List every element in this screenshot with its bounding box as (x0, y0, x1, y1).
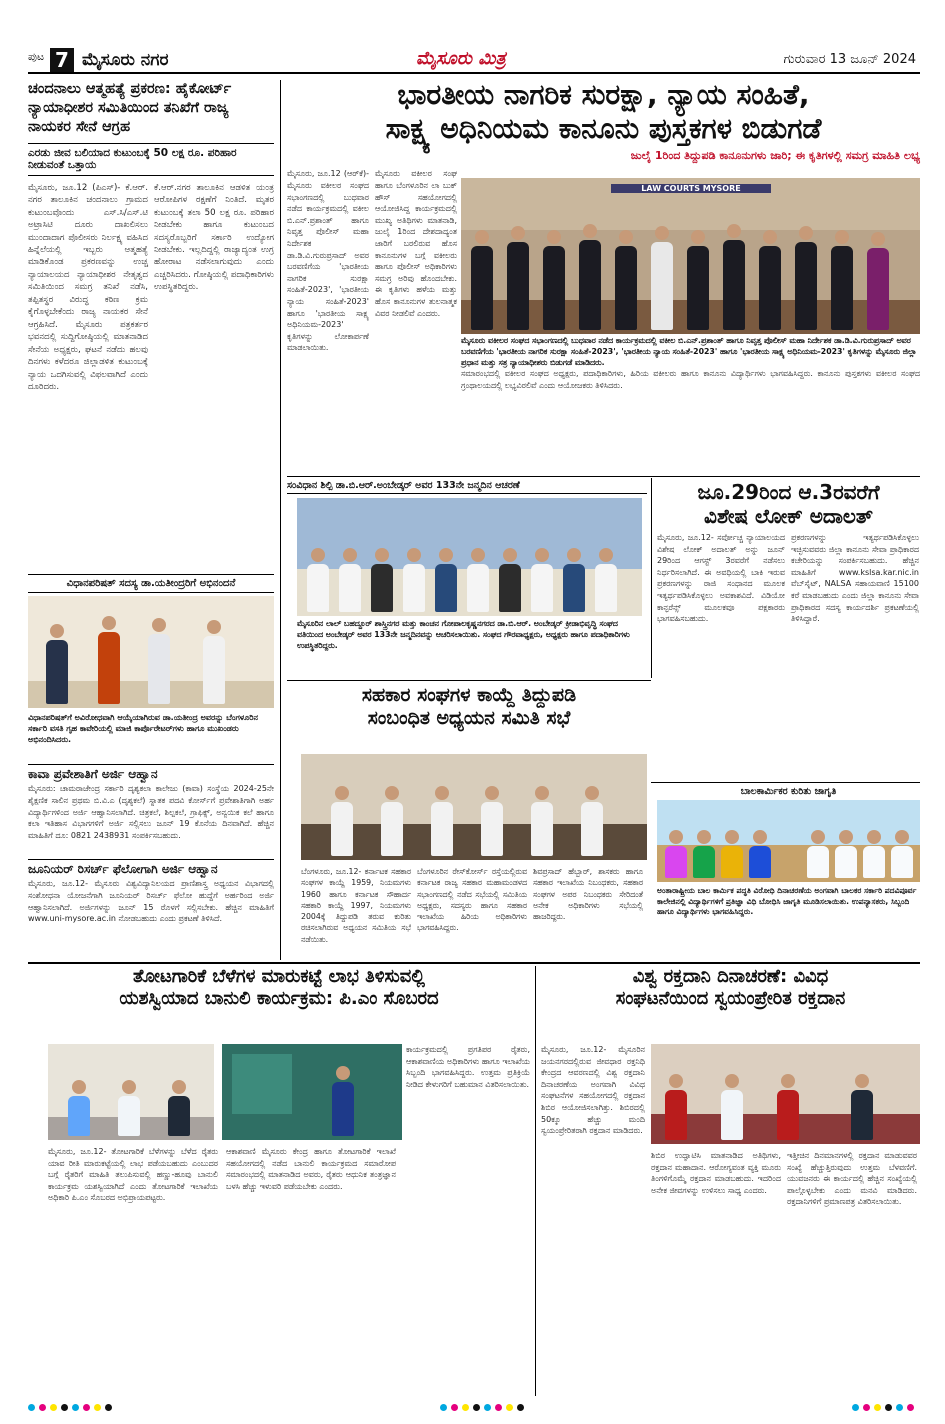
story-body: ಮೈಸೂರು, ಜೂ.12- ತೋಟಗಾರಿಕೆ ಬೆಳೆಗಳನ್ನು ಬೆಳೆದ ರೈತರು ಯಾವ ರೀತಿ ಮಾರುಕಟ್ಟೆಯಲ್ಲಿ ಲಾಭ ಪಡೆಯಬಹುದು ಎಂಬುದರ ಬಗ್ಗೆ ರೈತರಿಗೆ ಮಾಹಿತಿ ತಲುಪಿಸುವಲ್ಲಿ ಹಣ್ಣು-ಹೂವು ಬಾನುಲಿ ಕಾರ್ಯಕ್ರಮ ಯಶಸ್ವಿಯಾಗಿದೆ ಎಂದು ತೋಟಗಾರಿಕೆ ಇಲಾಖೆಯ ಅಧಿಕಾರಿ ಪಿ.ಎಂ ಸೊಬರದ ಅಭಿಪ್ರಾಯಪಟ್ಟರು. (48, 1147, 218, 1203)
story-body: ಮೈಸೂರು, ಜೂ.12 (ಪಿಎಸ್)- ಕೆ.ಆರ್. ನಗರ ತಾಲೂಕಿನ ಚಂದನಾಲು ಗ್ರಾಮದ ಕುಟುಂಬವೊಂದು ಎಸ್.ಸಿ/ಎಸ್.ಟಿ ಅಟ್ರಾಸಿಟಿ ದೂರು ದಾಖಲಿಸಲು ಮುಂದಾದಾಗ ಪೊಲೀಸರು ನಿರ್ಲಕ್ಷ್ಯ ವಹಿಸಿದ ಹಿನ್ನೆಲೆಯಲ್ಲಿ ಇಬ್ಬರು ಆತ್ಮಹತ್ಯೆ ಮಾಡಿಕೊಂಡ ಪ್ರಕರಣವನ್ನು ಉಚ್ಚ ನ್ಯಾಯಾಲಯದ ನ್ಯಾಯಾಧೀಶರ ನೇತೃತ್ವದ ಸಮಿತಿಯಿಂದ ಸಮಗ್ರ ತನಿಖೆ ನಡೆಸಿ, ತಪ್ಪಿತಸ್ಥರ ವಿರುದ್ಧ ಕಠಿಣ ಕ್ರಮ ಕೈಗೊಳ್ಳಬೇಕೆಂದು ರಾಜ್ಯ ನಾಯಕರ ಸೇನೆ ಆಗ್ರಹಿಸಿದೆ. ಮೈಸೂರು ಪತ್ರಕರ್ತರ ಭವನದಲ್ಲಿ ಸುದ್ದಿಗೋಷ್ಠಿಯಲ್ಲಿ ಮಾತನಾಡಿದ ಸೇನೆಯ ಅಧ್ಯಕ್ಷರು, ಘಟನೆ ನಡೆದು ಹಲವು ದಿನಗಳು ಕಳೆದರೂ ಜಿಲ್ಲಾಡಳಿತ ಕುಟುಂಬಕ್ಕೆ ನ್ಯಾಯ ಒದಗಿಸುವಲ್ಲಿ ವಿಫಲವಾಗಿದೆ ಎಂದು ದೂರಿದರು. (28, 182, 148, 392)
story-headline: ಚಂದನಾಲು ಆತ್ಮಹತ್ಯೆ ಪ್ರಕರಣ: ಹೈಕೋರ್ಟ್ ನ್ಯಾಯಾಧೀಶರ ಸಮಿತಿಯಿಂದ ತನಿಖೆಗೆ ರಾಜ್ಯ ನಾಯಕರ ಸೇನೆ ಆಗ್ರಹ (28, 81, 232, 135)
registration-dots-center (440, 1404, 524, 1411)
story-kava (28, 767, 274, 859)
news-photo (651, 1044, 920, 1144)
story-headline-line1: ವಿಶ್ವ ರಕ್ತದಾನಿ ದಿನಾಚರಣೆ: ವಿವಿಧ (632, 966, 829, 987)
story-body: ಮೈಸೂರು ವಕೀಲರ ಸಂಘ ಹಾಗೂ ಬೆಂಗಳೂರಿನ ಲಾ ಬುಕ್ ಹೌಸ್ ಸಹಯೋಗದಲ್ಲಿ ಆಯೋಜಿಸಿದ್ದ ಕಾರ್ಯಕ್ರಮದಲ್ಲಿ ಮುಖ್ಯ ಅತಿಥಿಗಳು ಮಾತನಾಡಿ, ಜುಲೈ 1ರಿಂದ ದೇಶದಾದ್ಯಂತ ಜಾರಿಗೆ ಬರಲಿರುವ ಹೊಸ ಕಾನೂನುಗಳ ಬಗ್ಗೆ ವಕೀಲರು ಹಾಗೂ ಪೊಲೀಸ್ ಅಧಿಕಾರಿಗಳು ಸಮಗ್ರ ಅರಿವು ಹೊಂದಬೇಕು. ಈ ಕೃತಿಗಳು ಹಳೆಯ ಮತ್ತು ಹೊಸ ಕಾನೂನುಗಳ ತುಲನಾತ್ಮಕ ವಿವರ ನೀಡಲಿವೆ ಎಂದರು. (375, 169, 457, 318)
story-chandanalu (28, 80, 274, 580)
photo-banner: LAW COURTS MYSORE (611, 184, 771, 193)
story-body: ಮೈಸೂರು, ಜೂ.12- ಮೈಸೂರಿನ ಜಯನಗರದಲ್ಲಿರುವ ಜೀವಧಾರ ರಕ್ತನಿಧಿ ಕೇಂದ್ರದ ಆವರಣದಲ್ಲಿ ವಿಶ್ವ ರಕ್ತದಾನಿ ದಿನಾಚರಣೆಯ ಅಂಗವಾಗಿ ವಿವಿಧ ಸಂಘಟನೆಗಳ ಸಹಯೋಗದಲ್ಲಿ ರಕ್ತದಾನ ಶಿಬಿರ ಆಯೋಜಿಸಲಾಗಿತ್ತು. ಶಿಬಿರದಲ್ಲಿ 50ಕ್ಕೂ ಹೆಚ್ಚು ಮಂದಿ ಸ್ವಯಂಪ್ರೇರಿತರಾಗಿ ರಕ್ತದಾನ ಮಾಡಿದರು. (541, 1045, 645, 1136)
story-headline-line1: ತೋಟಗಾರಿಕೆ ಬೆಳೆಗಳ ಮಾರುಕಟ್ಟೆ ಲಾಭ ತಿಳಿಸುವಲ್ಲಿ (133, 966, 425, 987)
story-body: ಮೈಸೂರು: ಚಾಮರಾಜೇಂದ್ರ ಸರ್ಕಾರಿ ದೃಶ್ಯಕಲಾ ಕಾಲೇಜು (ಕಾವಾ) ಸಂಸ್ಥೆಯ 2024-25ನೇ ಶೈಕ್ಷಣಿಕ ಸಾಲಿನ ಪ್ರಥಮ ಬಿ.ವಿ.ಎ (ದೃಶ್ಯಕಲೆ) ಸ್ನಾತಕ ಪದವಿ ಕೋರ್ಸ್‌ಗೆ ಪ್ರವೇಶಾತಿಗಾಗಿ ಅರ್ಹ ವಿದ್ಯಾರ್ಥಿಗಳಿಂದ ಅರ್ಜಿ ಆಹ್ವಾನಿಸಲಾಗಿದೆ. ಚಿತ್ರಕಲೆ, ಶಿಲ್ಪಕಲೆ, ಗ್ರಾಫಿಕ್ಸ್, ಅನ್ವಯಿಕ ಕಲೆ ಹಾಗೂ ಕಲಾ ಇತಿಹಾಸ ವಿಭಾಗಗಳಿಗೆ ಅರ್ಜಿ ಸಲ್ಲಿಸಲು ಜೂನ್ 19 ಕೊನೆಯ ದಿನವಾಗಿದೆ. ಹೆಚ್ಚಿನ ಮಾಹಿತಿಗೆ ದೂ: 0821 2438931 ಸಂಪರ್ಕಿಸಬಹುದು. (28, 784, 274, 840)
story-headline: ವಿಧಾನಪರಿಷತ್ ಸದಸ್ಯ ಡಾ.ಯತೀಂದ್ರರಿಗೆ ಅಭಿನಂದನೆ (28, 578, 274, 593)
page-label: ಪುಟ (28, 50, 45, 63)
issue-date: ಗುರುವಾರ 13 ಜೂನ್ 2024 (783, 52, 916, 67)
story-body: ಶಿಬಿರ ಉದ್ಘಾಟಿಸಿ ಮಾತನಾಡಿದ ಅತಿಥಿಗಳು, ರಕ್ತದಾನ ಮಹಾದಾನ. ಆರೋಗ್ಯವಂತ ವ್ಯಕ್ತಿ ಮೂರು ತಿಂಗಳಿಗೊಮ್ಮೆ ರಕ್ತದಾನ ಮಾಡಬಹುದು. ಇದರಿಂದ ಅನೇಕ ಜೀವಗಳನ್ನು ಉಳಿಸಲು ಸಾಧ್ಯ ಎಂದರು. (651, 1151, 781, 1195)
story-raktadana (541, 966, 920, 1396)
story-body: ಸಮಾರಂಭದಲ್ಲಿ ವಕೀಲರ ಸಂಘದ ಅಧ್ಯಕ್ಷರು, ಪದಾಧಿಕಾರಿಗಳು, ಹಿರಿಯ ವಕೀಲರು ಹಾಗೂ ಕಾನೂನು ವಿದ್ಯಾರ್ಥಿಗಳು ಭಾಗವಹಿಸಿದ್ದರು. ಕಾನೂನು ಪುಸ್ತಕಗಳು ವಕೀಲರ ಸಂಘದ ಗ್ರಂಥಾಲಯದಲ್ಲಿ ಲಭ್ಯವಿರಲಿವೆ ಎಂದು ಆಯೋಜಕರು ತಿಳಿಸಿದರು. (461, 369, 920, 390)
photo-caption: ಮೈಸೂರಿನ ಲಾಲ್ ಬಹದ್ದೂರ್ ಶಾಸ್ತ್ರಿನಗರ ಮತ್ತು ಕಾಂಚನ ಗೋಪಾಲಕೃಷ್ಣನಗರದ ಡಾ.ಬಿ.ಆರ್. ಅಂಬೇಡ್ಕರ್ ಕ್ರೀಡಾಭಿವೃದ್ಧಿ ಸಂಘದ ವತಿಯಿಂದ ಅಂಬೇಡ್ಕರ್ ಅವರ 133ನೇ ಜನ್ಮದಿನವನ್ನು ಆಚರಿಸಲಾಯಿತು. ಸಂಘದ ಗೌರವಾಧ್ಯಕ್ಷರು, ಅಧ್ಯಕ್ಷರು ಹಾಗೂ ಪದಾಧಿಕಾರಿಗಳು ಉಪಸ್ಥಿತರಿದ್ದರು. (297, 619, 630, 650)
lead-subheadline: ಜುಲೈ 1ರಿಂದ ತಿದ್ದುಪಡಿ ಕಾನೂನುಗಳು ಜಾರಿ; ಈ ಕೃತಿಗಳಲ್ಲಿ ಸಮಗ್ರ ಮಾಹಿತಿ ಲಭ್ಯ (630, 149, 920, 163)
news-photo (301, 754, 647, 860)
story-lok-adalat (657, 480, 920, 780)
story-body: ಮೈಸೂರು, ಜೂ.12- ಸರ್ವೋಚ್ಚ ನ್ಯಾಯಾಲಯದ ವಿಶೇಷ ಲೋಕ್ ಅದಾಲತ್ ಅನ್ನು ಜೂನ್ 29ರಿಂದ ಆಗಸ್ಟ್ 3ರವರೆಗೆ ನಡೆಸಲು ನಿರ್ಧರಿಸಲಾಗಿದೆ. ಈ ಅವಧಿಯಲ್ಲಿ ಬಾಕಿ ಇರುವ ಪ್ರಕರಣಗಳನ್ನು ರಾಜಿ ಸಂಧಾನದ ಮೂಲಕ ಇತ್ಯರ್ಥಪಡಿಸಿಕೊಳ್ಳಲು ಅವಕಾಶವಿದೆ. ವಿಡಿಯೋ ಕಾನ್ಫರೆನ್ಸ್ ಮೂಲಕವೂ ಪಕ್ಷಕಾರರು ಭಾಗವಹಿಸಬಹುದು. (657, 533, 785, 624)
story-sahakara (287, 684, 651, 954)
news-photo (297, 498, 642, 616)
story-headline: ಸಂವಿಧಾನ ಶಿಲ್ಪಿ ಡಾ.ಬಿ.ಆರ್.ಅಂಬೇಡ್ಕರ್ ಅವರ 133ನೇ ಜನ್ಮದಿನ ಆಚರಣೆ (287, 478, 647, 494)
story-body: ಆಕಾಶವಾಣಿ ಮೈಸೂರು ಕೇಂದ್ರ ಹಾಗೂ ತೋಟಗಾರಿಕೆ ಇಲಾಖೆ ಸಹಯೋಗದಲ್ಲಿ ನಡೆದ ಬಾನುಲಿ ಕಾರ್ಯಕ್ರಮದ ಸಮಾರೋಪ ಸಮಾರಂಭದಲ್ಲಿ ಮಾತನಾಡಿದ ಅವರು, ರೈತರು ಆಧುನಿಕ ತಂತ್ರಜ್ಞಾನ ಬಳಸಿ ಹೆಚ್ಚು ಇಳುವರಿ ಪಡೆಯಬೇಕು ಎಂದರು. (226, 1147, 396, 1191)
story-body: ಮೈಸೂರು, ಜೂ.12 (ಆರ್‌ಕೆ)- ಮೈಸೂರು ವಕೀಲರ ಸಂಘದ ಸಭಾಂಗಣದಲ್ಲಿ ಬುಧವಾರ ನಡೆದ ಕಾರ್ಯಕ್ರಮದಲ್ಲಿ ವಕೀಲ ಬಿ.ಎನ್.ಪ್ರಶಾಂತ್ ಹಾಗೂ ನಿವೃತ್ತ ಪೊಲೀಸ್ ಮಹಾ ನಿರ್ದೇಶಕ ಡಾ.ಡಿ.ವಿ.ಗುರುಪ್ರಸಾದ್ ಅವರ ಬರವಣಿಗೆಯ 'ಭಾರತೀಯ ನಾಗರಿಕ ಸುರಕ್ಷಾ ಸಂಹಿತೆ-2023', 'ಭಾರತೀಯ ನ್ಯಾಯ ಸಂಹಿತೆ-2023' ಹಾಗೂ 'ಭಾರತೀಯ ಸಾಕ್ಷ್ಯ ಅಧಿನಿಯಮ-2023' ಕೃತಿಗಳನ್ನು ಲೋಕಾರ್ಪಣೆ ಮಾಡಲಾಯಿತು. (287, 169, 369, 353)
story-headline-line2: ವಿಶೇಷ ಲೋಕ್ ಅದಾಲತ್ (704, 504, 873, 528)
photo-caption: ಅಂತಾರಾಷ್ಟ್ರೀಯ ಬಾಲ ಕಾರ್ಮಿಕ ಪದ್ಧತಿ ವಿರೋಧಿ ದಿನಾಚರಣೆಯ ಅಂಗವಾಗಿ ಬಾಲಕರ ಸರ್ಕಾರಿ ಪದವಿಪೂರ್ವ ಕಾಲೇಜಿನಲ್ಲಿ ವಿದ್ಯಾರ್ಥಿಗಳಿಗೆ ಪ್ರತಿಜ್ಞಾ ವಿಧಿ ಬೋಧಿಸಿ ಜಾಗೃತಿ ಮೂಡಿಸಲಾಯಿತು. ಉಪನ್ಯಾಸಕರು, ಸಿಬ್ಬಂದಿ ಹಾಗೂ ವಿದ್ಯಾರ್ಥಿಗಳು ಭಾಗವಹಿಸಿದ್ದರು. (657, 886, 917, 917)
registration-dots-right (852, 1404, 914, 1411)
news-photo (222, 1044, 402, 1140)
story-headline-line2: ಯಶಸ್ವಿಯಾದ ಬಾನುಲಿ ಕಾರ್ಯಕ್ರಮ: ಪಿ.ಎಂ ಸೊಬರದ (119, 987, 439, 1009)
photo-caption: ವಿಧಾನಪರಿಷತ್‌ಗೆ ಅವಿರೋಧವಾಗಿ ಆಯ್ಕೆಯಾಗಿರುವ ಡಾ.ಯತೀಂದ್ರ ಅವರನ್ನು ಬೆಂಗಳೂರಿನ ಸರ್ಕಾರಿ ವಸತಿ ಗೃಹ ಕಾವೇರಿಯಲ್ಲಿ ಮಾಜಿ ಕಾರ್ಪೊರೇಟರ್‌ಗಳು ಹಾಗೂ ಮುಖಂಡರು ಅಭಿನಂದಿಸಿದರು. (28, 713, 258, 745)
lead-headline-line2: ಸಾಕ್ಷ್ಯ ಅಧಿನಿಯಮ ಕಾನೂನು ಪುಸ್ತಕಗಳ ಬಿಡುಗಡೆ (385, 111, 822, 145)
story-body: ಬೆಂಗಳೂರಿನ ರೇಸ್‌ಕೋರ್ಸ್ ರಸ್ತೆಯಲ್ಲಿರುವ ಕರ್ನಾಟಕ ರಾಜ್ಯ ಸಹಕಾರ ಮಹಾಮಂಡಳದ ಸಭಾಂಗಣದಲ್ಲಿ ನಡೆದ ಸಭೆಯಲ್ಲಿ ಸಮಿತಿಯ ಅಧ್ಯಕ್ಷರು, ಸದಸ್ಯರು ಹಾಗೂ ಸಹಕಾರ ಇಲಾಖೆಯ ಹಿರಿಯ ಅಧಿಕಾರಿಗಳು ಭಾಗವಹಿಸಿದ್ದರು. (417, 867, 527, 933)
page-header (28, 48, 920, 74)
story-yathindra (28, 578, 274, 764)
news-photo (48, 1044, 214, 1140)
story-subheadline: ಎರಡು ಜೀವ ಬಲಿಯಾದ ಕುಟುಂಬಕ್ಕೆ 50 ಲಕ್ಷ ರೂ. ಪರಿಹಾರ ನೀಡುವಂತೆ ಒತ್ತಾಯ (28, 143, 274, 176)
story-body: ಪ್ರಕರಣಗಳನ್ನು ಇತ್ಯರ್ಥಪಡಿಸಿಕೊಳ್ಳಲು ಇಚ್ಛಿಸುವವರು ಜಿಲ್ಲಾ ಕಾನೂನು ಸೇವಾ ಪ್ರಾಧಿಕಾರದ ಕಚೇರಿಯನ್ನು ಸಂಪರ್ಕಿಸಬಹುದು. ಹೆಚ್ಚಿನ ಮಾಹಿತಿಗೆ www.kslsa.kar.nic.in ವೆಬ್‌ಸೈಟ್, NALSA ಸಹಾಯವಾಣಿ 15100 ಕರೆ ಮಾಡಬಹುದು ಎಂದು ಜಿಲ್ಲಾ ಕಾನೂನು ಸೇವಾ ಪ್ರಾಧಿಕಾರದ ಸದಸ್ಯ ಕಾರ್ಯದರ್ಶಿ ಪ್ರಕಟಣೆಯಲ್ಲಿ ತಿಳಿಸಿದ್ದಾರೆ. (791, 533, 919, 624)
newspaper-masthead: ಮೈಸೂರು ಮಿತ್ರ (416, 48, 506, 69)
page-number: 7 (50, 48, 74, 72)
story-body: ಮೈಸೂರು, ಜೂ.12- ಮೈಸೂರು ವಿಶ್ವವಿದ್ಯಾನಿಲಯದ ಪ್ರಾಣಿಶಾಸ್ತ್ರ ಅಧ್ಯಯನ ವಿಭಾಗದಲ್ಲಿ ಸಂಶೋಧನಾ ಯೋಜನೆಗಾಗಿ ಜೂನಿಯರ್ ರಿಸರ್ಚ್ ಫೆಲೋ ಹುದ್ದೆಗೆ ಅರ್ಹರಿಂದ ಅರ್ಜಿ ಆಹ್ವಾನಿಸಲಾಗಿದೆ. ಅರ್ಜಿಗಳನ್ನು ಜೂನ್ 15 ರೊಳಗೆ ಸಲ್ಲಿಸಬೇಕು. ಹೆಚ್ಚಿನ ಮಾಹಿತಿಗೆ www.uni-mysore.ac.in ನೋಡಬಹುದು ಎಂದು ಪ್ರಕಟಣೆ ತಿಳಿಸಿದೆ. (28, 879, 274, 924)
story-headline-line2: ಸಂಬಂಧಿತ ಅಧ್ಯಯನ ಸಮಿತಿ ಸಭೆ (367, 706, 571, 729)
story-headline-line2: ಸಂಘಟನೆಯಿಂದ ಸ್ವಯಂಪ್ರೇರಿತ ರಕ್ತದಾನ (615, 987, 846, 1009)
story-headline: ಬಾಲಕಾರ್ಮಿಕರ ಕುರಿತು ಜಾಗೃತಿ (740, 786, 837, 797)
section-title: ಮೈಸೂರು ನಗರ (82, 50, 169, 70)
story-ambedkar (287, 478, 647, 678)
story-body: ಕಾರ್ಯಕ್ರಮದಲ್ಲಿ ಪ್ರಗತಿಪರ ರೈತರು, ಆಕಾಶವಾಣಿಯ ಅಧಿಕಾರಿಗಳು ಹಾಗೂ ಇಲಾಖೆಯ ಸಿಬ್ಬಂದಿ ಭಾಗವಹಿಸಿದ್ದರು. ಉತ್ತಮ ಪ್ರತಿಕ್ರಿಯೆ ನೀಡಿದ ಕೇಳುಗರಿಗೆ ಬಹುಮಾನ ವಿತರಿಸಲಾಯಿತು. (406, 1045, 530, 1089)
story-body: ಶಿವಪ್ರಸಾದ್ ಹೆಬ್ಬಾರ್, ಶಾಸಕರು ಹಾಗೂ ಸಹಕಾರ ಇಲಾಖೆಯ ನಿಬಂಧಕರು, ಸಹಕಾರ ಸಂಘಗಳ ಅಪರ ನಿಬಂಧಕರು ಸೇರಿದಂತೆ ಅನೇಕ ಅಧಿಕಾರಿಗಳು ಸಭೆಯಲ್ಲಿ ಹಾಜರಿದ್ದರು. (533, 867, 643, 922)
registration-dots-left (28, 1404, 112, 1411)
story-headline-line1: ಜೂ.29ರಿಂದ ಆ.3ರವರೆಗೆ (697, 480, 880, 504)
story-body: ಬೆಂಗಳೂರು, ಜೂ.12- ಕರ್ನಾಟಕ ಸಹಕಾರ ಸಂಘಗಳ ಕಾಯ್ದೆ 1959, ನಿಯಮಗಳು 1960 ಹಾಗೂ ಕರ್ನಾಟಕ ಸೌಹಾರ್ದ ಸಹಕಾರಿ ಕಾಯ್ದೆ 1997, ನಿಯಮಗಳು 2004ಕ್ಕೆ ತಿದ್ದುಪಡಿ ತರುವ ಕುರಿತು ರಚಿಸಲಾಗಿರುವ ಅಧ್ಯಯನ ಸಮಿತಿಯ ಸಭೆ ನಡೆಯಿತು. (301, 867, 411, 944)
story-thotagarike (28, 966, 530, 1396)
story-body: ಇತ್ತೀಚಿನ ದಿನಮಾನಗಳಲ್ಲಿ ರಕ್ತದಾನ ಮಾಡುವವರ ಸಂಖ್ಯೆ ಹೆಚ್ಚುತ್ತಿರುವುದು ಉತ್ತಮ ಬೆಳವಣಿಗೆ. ಯುವಜನರು ಈ ಕಾರ್ಯದಲ್ಲಿ ಹೆಚ್ಚಿನ ಸಂಖ್ಯೆಯಲ್ಲಿ ಪಾಲ್ಗೊಳ್ಳಬೇಕು ಎಂದು ಮನವಿ ಮಾಡಿದರು. ರಕ್ತದಾನಿಗಳಿಗೆ ಪ್ರಮಾಣಪತ್ರ ವಿತರಿಸಲಾಯಿತು. (787, 1151, 917, 1207)
story-headline: ಜೂನಿಯರ್ ರಿಸರ್ಚ್ ಫೆಲೋಗಾಗಿ ಅರ್ಜಿ ಆಹ್ವಾನ (28, 862, 218, 876)
news-photo (28, 596, 274, 708)
story-headline: ಕಾವಾ ಪ್ರವೇಶಾತಿಗೆ ಅರ್ಜಿ ಆಹ್ವಾನ (28, 767, 158, 781)
story-jrf (28, 862, 274, 962)
lead-headline-line1: ಭಾರತೀಯ ನಾಗರಿಕ ಸುರಕ್ಷಾ, ನ್ಯಾಯ ಸಂಹಿತೆ, (397, 78, 810, 111)
lead-photo (461, 178, 920, 334)
lead-photo-caption: ಮೈಸೂರು ವಕೀಲರ ಸಂಘದ ಸಭಾಂಗಣದಲ್ಲಿ ಬುಧವಾರ ನಡೆದ ಕಾರ್ಯಕ್ರಮದಲ್ಲಿ ವಕೀಲ ಬಿ.ಎನ್.ಪ್ರಶಾಂತ್ ಹಾಗೂ ನಿವೃತ್ತ ಪೊಲೀಸ್ ಮಹಾ ನಿರ್ದೇಶಕ ಡಾ.ಡಿ.ವಿ.ಗುರುಪ್ರಸಾದ್ ಅವರ ಬರವಣಿಗೆಯ 'ಭಾರತೀಯ ನಾಗರಿಕ ಸುರಕ್ಷಾ ಸಂಹಿತೆ-2023', 'ಭಾರತೀಯ ನ್ಯಾಯ ಸಂಹಿತೆ-2023' ಹಾಗೂ 'ಭಾರತೀಯ ಸಾಕ್ಷ್ಯ ಅಧಿನಿಯಮ-2023' ಕೃತಿಗಳನ್ನು ಮೈಸೂರು ಜಿಲ್ಲಾ ಪ್ರಧಾನ ಮತ್ತು ಸತ್ರ ನ್ಯಾಯಾಧೀಶರು ಬಿಡುಗಡೆ ಮಾಡಿದರು. (461, 336, 917, 367)
news-photo (657, 800, 920, 882)
story-balakarmika (657, 786, 920, 954)
story-headline-line1: ಸಹಕಾರ ಸಂಘಗಳ ಕಾಯ್ದೆ ತಿದ್ದುಪಡಿ (361, 684, 577, 706)
story-body: ಕೆ.ಆರ್.ನಗರ ತಾಲೂಕಿನ ಆಡಳಿತ ಯಂತ್ರ ಆರೋಪಿಗಳ ರಕ್ಷಣೆಗೆ ನಿಂತಿದೆ. ಮೃತರ ಕುಟುಂಬಕ್ಕೆ ತಲಾ 50 ಲಕ್ಷ ರೂ. ಪರಿಹಾರ ನೀಡಬೇಕು ಹಾಗೂ ಕುಟುಂಬದ ಸದಸ್ಯರೊಬ್ಬರಿಗೆ ಸರ್ಕಾರಿ ಉದ್ಯೋಗ ನೀಡಬೇಕು. ಇಲ್ಲದಿದ್ದಲ್ಲಿ ರಾಜ್ಯಾದ್ಯಂತ ಉಗ್ರ ಹೋರಾಟ ನಡೆಸಲಾಗುವುದು ಎಂದು ಎಚ್ಚರಿಸಿದರು. ಗೋಷ್ಠಿಯಲ್ಲಿ ಪದಾಧಿಕಾರಿಗಳು ಉಪಸ್ಥಿತರಿದ್ದರು. (154, 182, 274, 293)
